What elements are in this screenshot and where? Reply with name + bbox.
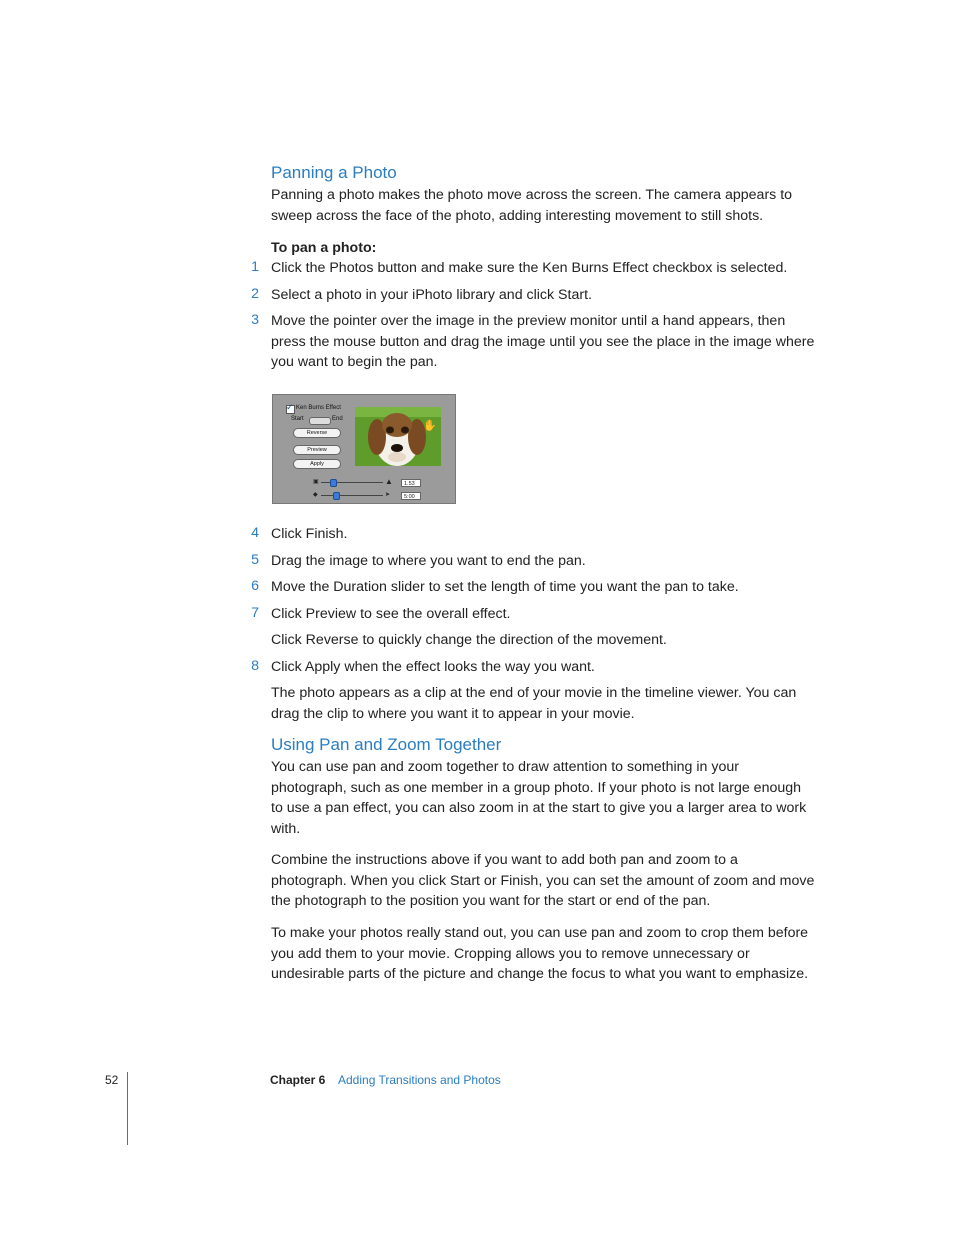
step-number: 7: [251, 605, 259, 621]
footer-divider: [127, 1072, 128, 1145]
paragraph-line: To make your photos really stand out, you can use pan and zoom to crop them before: [271, 925, 809, 941]
reverse-button[interactable]: Reverse: [293, 428, 341, 438]
zoom-slider-knob[interactable]: [330, 479, 337, 487]
paragraph-line: photograph. When you click Start or Finish, you can set the amount of zoom and move: [271, 872, 815, 889]
paragraph-line: You can use pan and zoom together to draw attention to something in your: [271, 759, 739, 775]
pan-zoom-paragraph-3: [271, 923, 831, 985]
step-text: [271, 311, 831, 373]
paragraph-line: you add them to your movie. Cropping allows you to remove unnecessary or: [271, 945, 750, 962]
intro-paragraph: [271, 185, 831, 226]
zoom-large-icon: ▲: [385, 477, 393, 486]
step-note: Click Reverse to quickly change the direction of the movement.: [271, 632, 667, 648]
page-number: 52: [105, 1073, 119, 1087]
paragraph-line: undesirable parts of the picture and change the focus to what you want to emphasize.: [271, 966, 809, 982]
duration-slider-knob[interactable]: [333, 492, 340, 500]
intro-line: Panning a photo makes the photo move across the screen. The camera appears to: [271, 187, 793, 203]
chapter-label: Chapter 6: [270, 1073, 326, 1087]
duration-value-field[interactable]: 5:00: [401, 492, 421, 500]
paragraph-line: the photograph to the position you want for the start or end of the pan.: [271, 893, 711, 909]
step-number: 1: [251, 259, 259, 275]
note-line: The photo appears as a clip at the end of your movie in the timeline viewer. You can: [271, 685, 797, 701]
start-end-toggle[interactable]: [309, 417, 331, 425]
section-heading-panning: Panning a Photo: [271, 163, 397, 182]
step-number: 3: [251, 312, 259, 328]
pan-zoom-paragraph-1: [271, 757, 831, 839]
step-line: Move the pointer over the image in the preview monitor until a hand appears, then: [271, 313, 786, 329]
intro-line: sweep across the face of the photo, adding interesting movement to still shots.: [271, 207, 764, 224]
checkbox-icon[interactable]: [286, 405, 295, 414]
step-line: press the mouse button and drag the image until you see the place in the image where: [271, 333, 815, 350]
zoom-value-field[interactable]: 1.53: [401, 479, 421, 487]
paragraph-line: to use a pan effect, you can also zoom in at the start to give you a larger area to work: [271, 800, 807, 816]
checkbox-label: Ken Burns Effect: [296, 405, 341, 411]
step-text: Drag the image to where you want to end the pan.: [271, 553, 586, 569]
step-note: [271, 683, 831, 724]
step-number: 6: [251, 578, 259, 594]
note-line: drag the clip to where you want it to appear in your movie.: [271, 705, 635, 722]
procedure-lead: To pan a photo:: [271, 240, 377, 256]
hand-cursor-icon: ✋: [423, 420, 437, 432]
step-text: Click the Photos button and make sure the Ken Burns Effect checkbox is selected.: [271, 260, 788, 276]
step-text: Click Apply when the effect looks the way you want.: [271, 659, 595, 675]
step-text: Move the Duration slider to set the length of time you want the pan to take.: [271, 579, 739, 595]
pan-zoom-paragraph-2: [271, 850, 831, 912]
step-line: you want to begin the pan.: [271, 354, 438, 370]
duration-slow-icon: ◆: [313, 492, 318, 498]
paragraph-line: Combine the instructions above if you want to add both pan and zoom to a: [271, 852, 738, 868]
step-number: 4: [251, 525, 259, 541]
duration-fast-icon: ➤: [385, 492, 391, 498]
dog-photo-image: [355, 407, 441, 466]
ken-burns-panel-screenshot: [272, 394, 456, 504]
step-number: 5: [251, 552, 259, 568]
section-heading-pan-zoom: Using Pan and Zoom Together: [271, 735, 502, 754]
step-number: 2: [251, 286, 259, 302]
paragraph-line: with.: [271, 820, 301, 837]
end-label: End: [332, 416, 343, 422]
apply-button[interactable]: Apply: [293, 459, 341, 469]
step-text: Select a photo in your iPhoto library and click Start.: [271, 287, 592, 303]
zoom-small-icon: ▣: [313, 479, 319, 485]
preview-button[interactable]: Preview: [293, 445, 341, 455]
step-text: Click Preview to see the overall effect.: [271, 606, 511, 622]
start-label: Start: [291, 416, 304, 422]
duration-slider-track[interactable]: [321, 495, 383, 496]
preview-monitor-photo[interactable]: [355, 407, 441, 466]
step-text: Click Finish.: [271, 526, 348, 542]
chapter-title: Adding Transitions and Photos: [338, 1073, 501, 1087]
paragraph-line: photograph, such as one member in a group photo. If your photo is not large enough: [271, 779, 802, 796]
step-number: 8: [251, 658, 259, 674]
